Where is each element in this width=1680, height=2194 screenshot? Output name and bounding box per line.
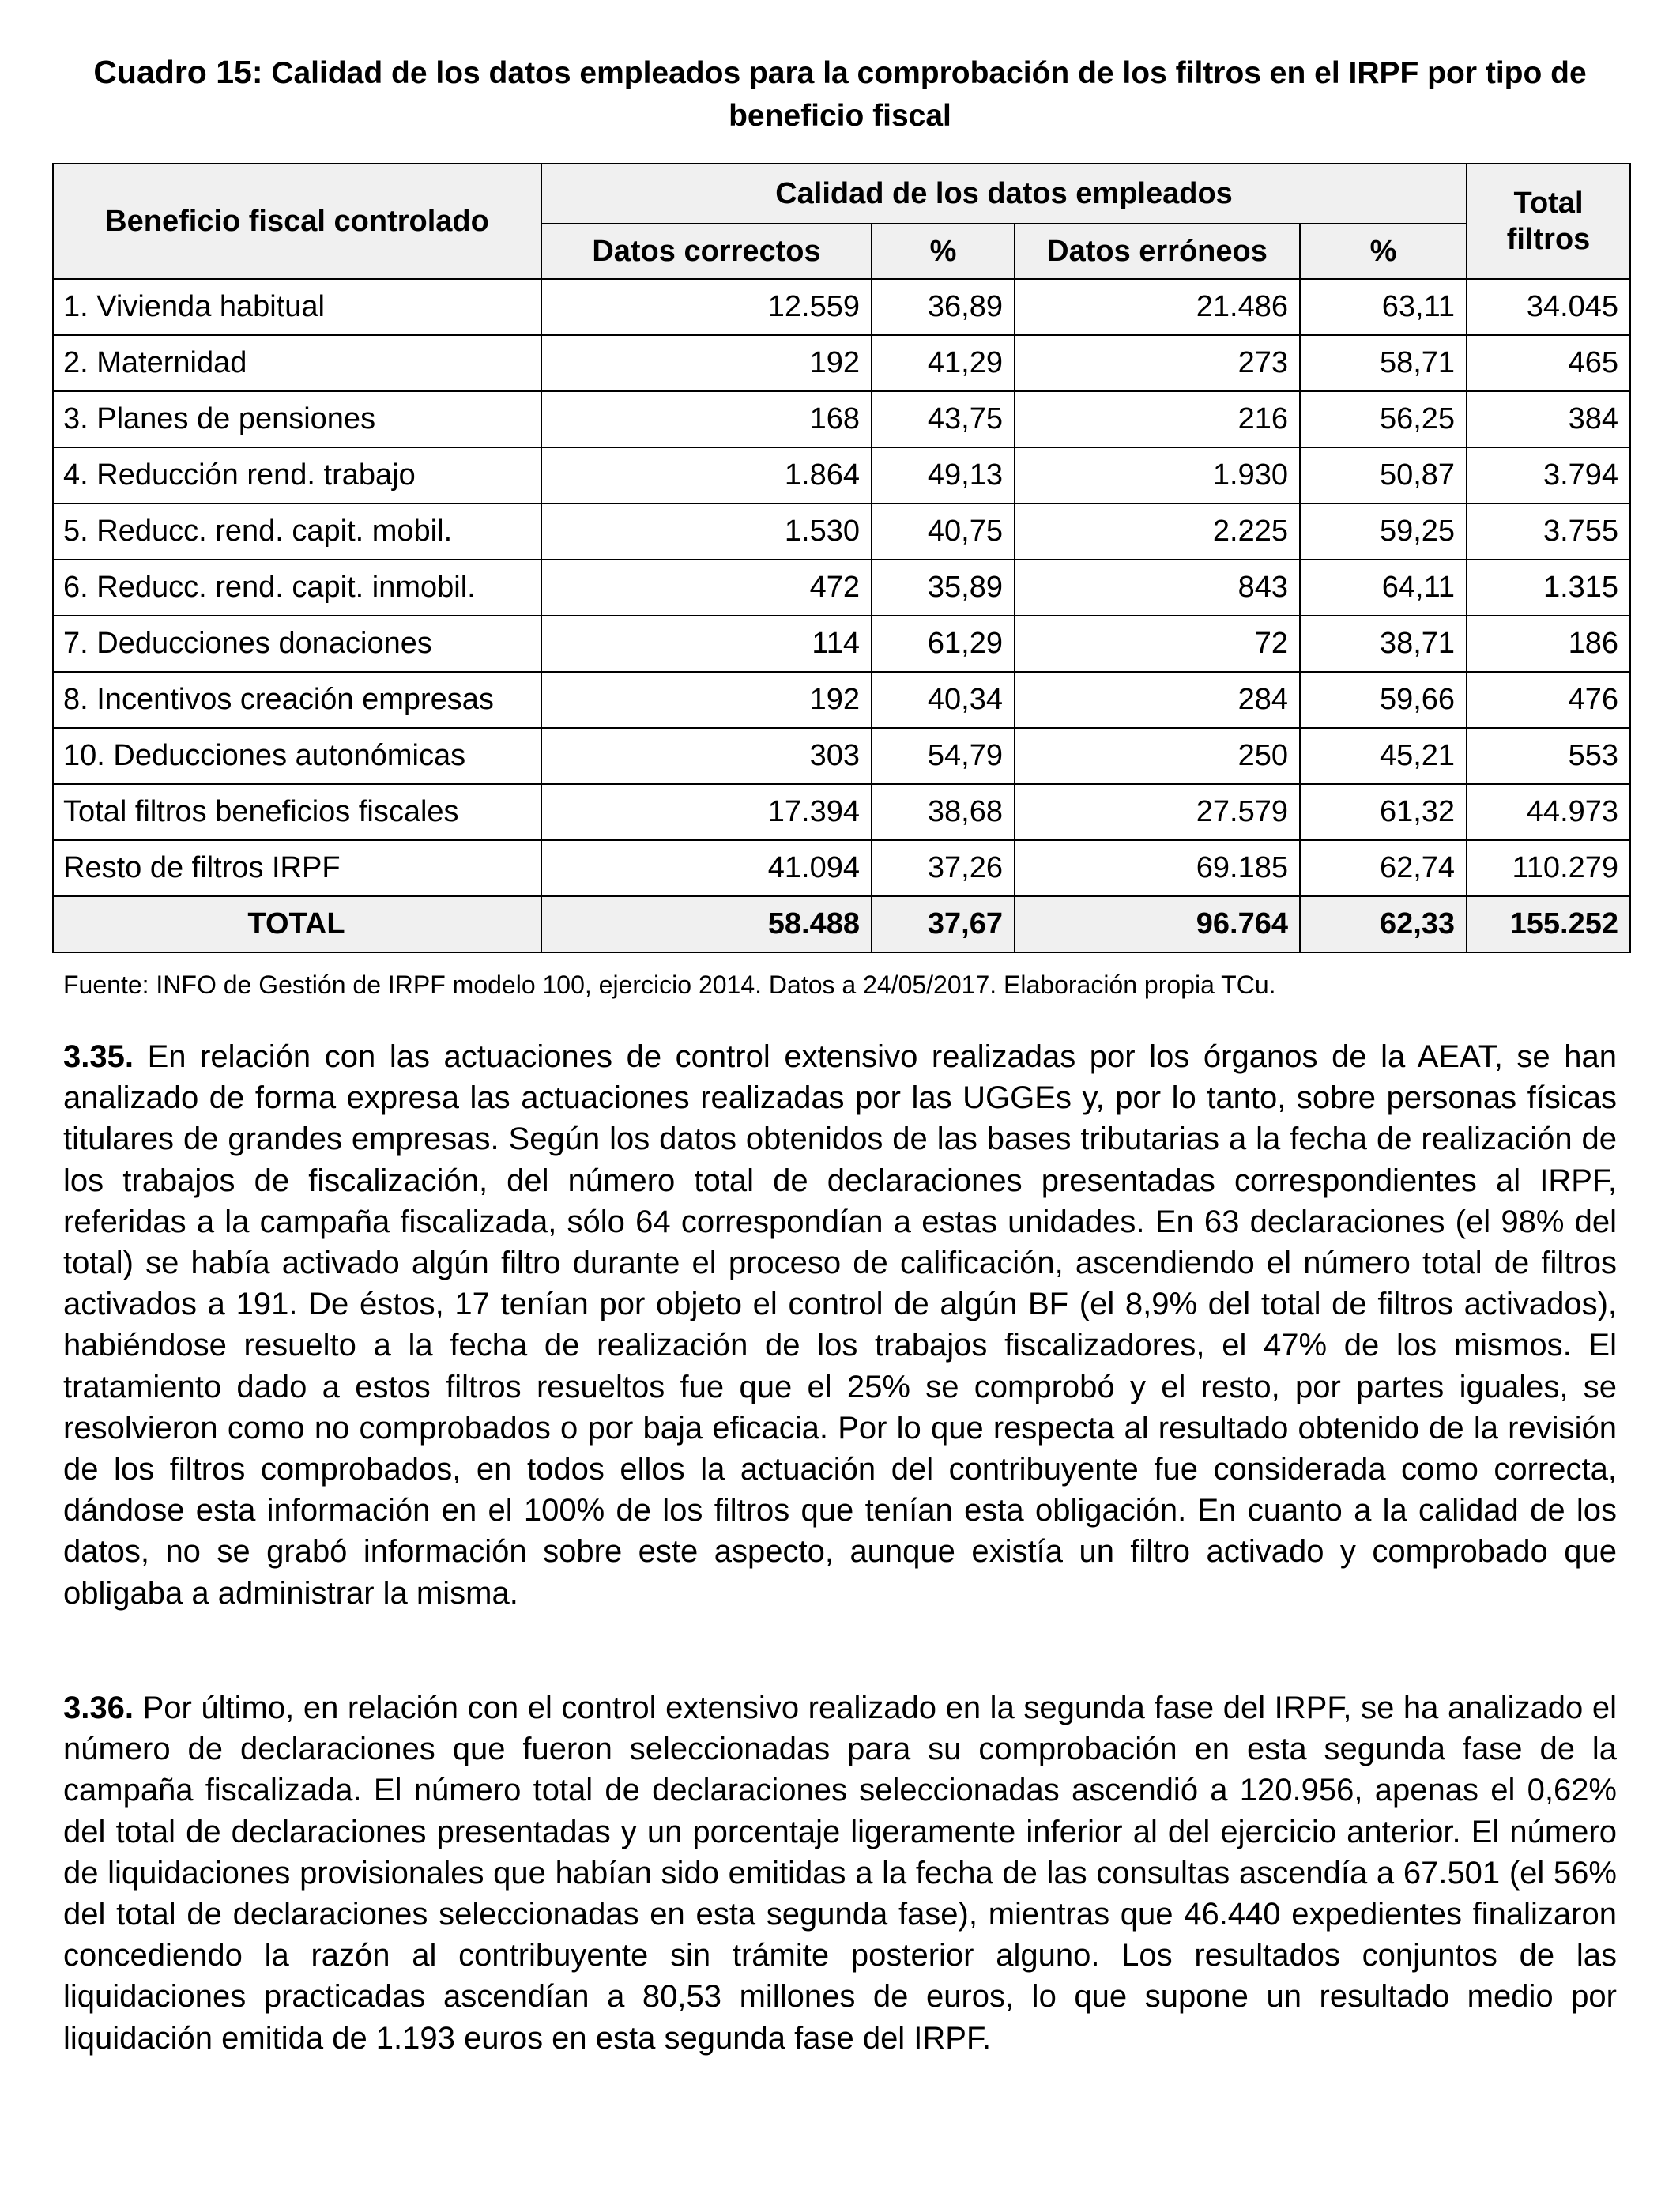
header-quality-group: Calidad de los datos empleados bbox=[541, 164, 1467, 224]
paragraph-text: En relación con las actuaciones de control extensivo realizadas por los órganos de la AEAT, se han analizado de forma expresa las actuaciones realizadas por las UGGEs y, por lo tanto, sobre personas físicas titulares de grandes empresas. Según los datos obtenidos de las bases tributarias a la fecha de realización de los trabajos de fiscalización, del número total de declaraciones presentadas correspondientes al IRPF, referidas a la campaña fiscalizada, sólo 64 correspondían a estas unidades. En 63 declaraciones (el 98% del total) se había activado algún filtro durante el proceso de calificación, ascendiendo el número total de filtros activados a 191. De éstos, 17 tenían por objeto el control de algún BF (el 8,9% del total de filtros activados), habiéndose resuelto a la fecha de realización de los trabajos fiscalizadores, el 47% de los mismos. El tratamiento dado a estos filtros resueltos fue que el 25% se comprobó y el resto, por partes iguales, se resolvieron como no comprobados o por baja eficacia. Por lo que respecta al resultado obtenido de la revisión de los filtros comprobados, en todos ellos la actuación del contribuyente fue considerada como correcta, dándose esta información en el 100% de los filtros que tenían esta obligación. En cuanto a la calidad de los datos, no se grabó información sobre este aspecto, aunque existía un filtro activado y comprobado que obligaba a administrar la misma. bbox=[63, 1039, 1617, 1611]
caption-text: Calidad de los datos empleados para la comprobación de los filtros en el IRPF por tipo de beneficio fiscal bbox=[271, 56, 1587, 133]
cell-correct: 17.394 bbox=[541, 784, 872, 840]
cell-correct: 114 bbox=[541, 616, 872, 672]
cell-total: 3.794 bbox=[1467, 447, 1630, 503]
cell-benefit: 2. Maternidad bbox=[53, 335, 541, 391]
cell-pct-wrong: 63,11 bbox=[1300, 279, 1467, 335]
cell-pct-correct: 43,75 bbox=[872, 391, 1015, 447]
cell-wrong: 96.764 bbox=[1015, 896, 1300, 952]
cell-pct-wrong: 58,71 bbox=[1300, 335, 1467, 391]
cell-pct-correct: 37,26 bbox=[872, 840, 1015, 896]
cell-pct-correct: 61,29 bbox=[872, 616, 1015, 672]
cell-benefit: 6. Reducc. rend. capit. inmobil. bbox=[53, 560, 541, 616]
cell-correct: 192 bbox=[541, 335, 872, 391]
cell-total: 44.973 bbox=[1467, 784, 1630, 840]
header-pct-correct: % bbox=[872, 224, 1015, 279]
header-pct-wrong: % bbox=[1300, 224, 1467, 279]
paragraph-number: 3.36. bbox=[63, 1691, 134, 1725]
cell-benefit: 3. Planes de pensiones bbox=[53, 391, 541, 447]
cell-total: 110.279 bbox=[1467, 840, 1630, 896]
cell-benefit: 1. Vivienda habitual bbox=[53, 279, 541, 335]
cell-total: 553 bbox=[1467, 728, 1630, 784]
header-correct: Datos correctos bbox=[541, 224, 872, 279]
paragraph-3-36 bbox=[63, 1687, 1617, 2059]
table-row bbox=[53, 447, 1630, 503]
cell-correct: 1.864 bbox=[541, 447, 872, 503]
cell-correct: 12.559 bbox=[541, 279, 872, 335]
cell-total: 186 bbox=[1467, 616, 1630, 672]
cell-wrong: 273 bbox=[1015, 335, 1300, 391]
cell-wrong: 69.185 bbox=[1015, 840, 1300, 896]
cell-total: 155.252 bbox=[1467, 896, 1630, 952]
paragraph-3-35 bbox=[63, 1036, 1617, 1614]
header-total: Total filtros bbox=[1467, 164, 1630, 279]
table-caption bbox=[52, 51, 1628, 138]
header-row-1 bbox=[53, 164, 1630, 224]
cell-wrong: 216 bbox=[1015, 391, 1300, 447]
cell-benefit: 7. Deducciones donaciones bbox=[53, 616, 541, 672]
cell-pct-correct: 41,29 bbox=[872, 335, 1015, 391]
table-row bbox=[53, 840, 1630, 896]
cell-pct-wrong: 62,33 bbox=[1300, 896, 1467, 952]
cell-pct-wrong: 64,11 bbox=[1300, 560, 1467, 616]
cell-pct-correct: 40,75 bbox=[872, 503, 1015, 560]
header-benefit: Beneficio fiscal controlado bbox=[53, 164, 541, 279]
table-row bbox=[53, 560, 1630, 616]
cell-pct-wrong: 50,87 bbox=[1300, 447, 1467, 503]
table-row bbox=[53, 728, 1630, 784]
cell-wrong: 1.930 bbox=[1015, 447, 1300, 503]
cell-pct-wrong: 45,21 bbox=[1300, 728, 1467, 784]
table-row bbox=[53, 784, 1630, 840]
cell-wrong: 21.486 bbox=[1015, 279, 1300, 335]
cell-pct-correct: 35,89 bbox=[872, 560, 1015, 616]
cell-pct-correct: 40,34 bbox=[872, 672, 1015, 728]
cell-correct: 192 bbox=[541, 672, 872, 728]
cell-pct-wrong: 56,25 bbox=[1300, 391, 1467, 447]
table-row bbox=[53, 503, 1630, 560]
cell-benefit: 5. Reducc. rend. capit. mobil. bbox=[53, 503, 541, 560]
table-row bbox=[53, 335, 1630, 391]
cell-correct: 303 bbox=[541, 728, 872, 784]
cell-wrong: 72 bbox=[1015, 616, 1300, 672]
cell-correct: 472 bbox=[541, 560, 872, 616]
total-row bbox=[53, 896, 1630, 952]
cell-total: 465 bbox=[1467, 335, 1630, 391]
cell-pct-correct: 49,13 bbox=[872, 447, 1015, 503]
cell-benefit: 10. Deducciones autonómicas bbox=[53, 728, 541, 784]
cell-pct-correct: 54,79 bbox=[872, 728, 1015, 784]
cell-pct-wrong: 62,74 bbox=[1300, 840, 1467, 896]
paragraph-number: 3.35. bbox=[63, 1039, 134, 1074]
table-row bbox=[53, 279, 1630, 335]
table-row bbox=[53, 616, 1630, 672]
cell-pct-correct: 37,67 bbox=[872, 896, 1015, 952]
source-note: Fuente: INFO de Gestión de IRPF modelo 100, ejercicio 2014. Datos a 24/05/2017. Elaboración propia TCu. bbox=[63, 971, 1276, 999]
cell-correct: 58.488 bbox=[541, 896, 872, 952]
cell-total: 3.755 bbox=[1467, 503, 1630, 560]
cell-total: 1.315 bbox=[1467, 560, 1630, 616]
table-body bbox=[53, 279, 1630, 952]
cell-correct: 1.530 bbox=[541, 503, 872, 560]
cell-wrong: 2.225 bbox=[1015, 503, 1300, 560]
cell-total: 34.045 bbox=[1467, 279, 1630, 335]
cell-benefit: 8. Incentivos creación empresas bbox=[53, 672, 541, 728]
table-row bbox=[53, 391, 1630, 447]
header-wrong: Datos erróneos bbox=[1015, 224, 1300, 279]
cell-benefit: Resto de filtros IRPF bbox=[53, 840, 541, 896]
cell-pct-wrong: 59,25 bbox=[1300, 503, 1467, 560]
cell-benefit: Total filtros beneficios fiscales bbox=[53, 784, 541, 840]
cell-wrong: 27.579 bbox=[1015, 784, 1300, 840]
cell-benefit: TOTAL bbox=[53, 896, 541, 952]
cell-pct-wrong: 61,32 bbox=[1300, 784, 1467, 840]
cell-correct: 168 bbox=[541, 391, 872, 447]
cell-pct-wrong: 38,71 bbox=[1300, 616, 1467, 672]
cell-pct-correct: 36,89 bbox=[872, 279, 1015, 335]
cell-pct-correct: 38,68 bbox=[872, 784, 1015, 840]
cell-total: 476 bbox=[1467, 672, 1630, 728]
cell-wrong: 843 bbox=[1015, 560, 1300, 616]
cell-pct-wrong: 59,66 bbox=[1300, 672, 1467, 728]
paragraph-text: Por último, en relación con el control extensivo realizado en la segunda fase del IRPF, se ha analizado el número de declaraciones que fueron seleccionadas para su comprobación en esta segunda fase de la campaña fiscalizada. El número total de declaraciones seleccionadas ascendió a 120.956, apenas el 0,62% del total de declaraciones presentadas y un porcentaje ligeramente inferior al del ejercicio anterior. El número de liquidaciones provisionales que habían sido emitidas a la fecha de las consultas ascendía a 67.501 (el 56% del total de declaraciones seleccionadas en esta segunda fase), mientras que 46.440 expedientes finalizaron concediendo la razón al contribuyente sin trámite posterior alguno. Los resultados conjuntos de las liquidaciones practicadas ascendían a 80,53 millones de euros, lo que supone un resultado medio por liquidación emitida de 1.193 euros en esta segunda fase del IRPF. bbox=[63, 1691, 1617, 2056]
cell-total: 384 bbox=[1467, 391, 1630, 447]
cell-wrong: 250 bbox=[1015, 728, 1300, 784]
cell-correct: 41.094 bbox=[541, 840, 872, 896]
cell-benefit: 4. Reducción rend. trabajo bbox=[53, 447, 541, 503]
data-quality-table bbox=[52, 163, 1631, 953]
table-row bbox=[53, 672, 1630, 728]
caption-number: Cuadro 15: bbox=[93, 54, 263, 90]
cell-wrong: 284 bbox=[1015, 672, 1300, 728]
